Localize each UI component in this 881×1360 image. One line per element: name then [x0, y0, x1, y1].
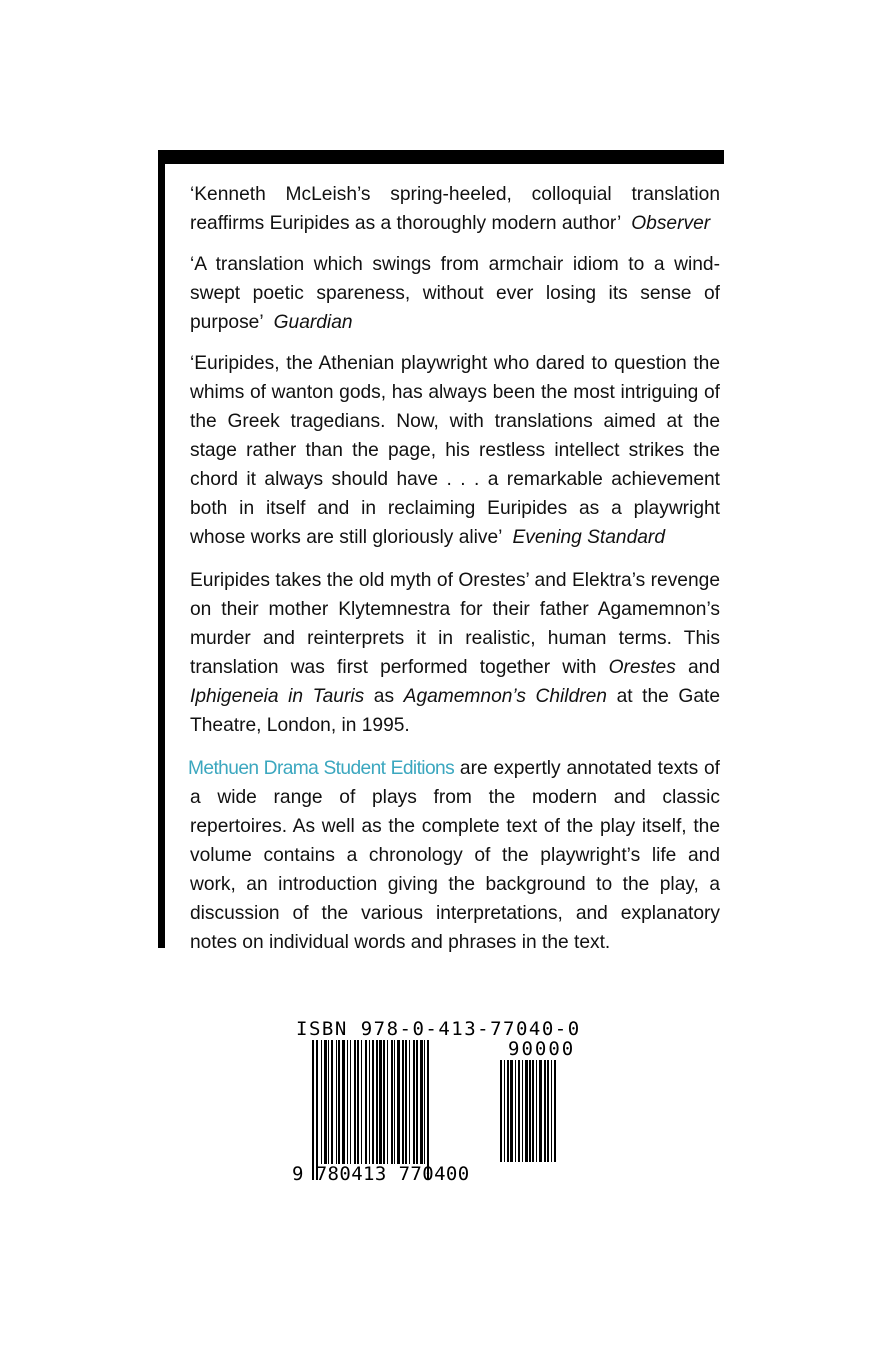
barcode-bar [413, 1040, 415, 1164]
left-border-bar [158, 150, 165, 948]
barcode-bar [312, 1040, 314, 1180]
barcode-bar [394, 1040, 395, 1164]
barcode-bar [379, 1040, 382, 1164]
lead-digit: 9 [292, 1163, 304, 1185]
barcode-bar [365, 1040, 367, 1164]
barcode-bar [504, 1060, 505, 1162]
barcode-bar [507, 1060, 509, 1162]
ean-digits [292, 1163, 470, 1185]
barcode-bar [405, 1040, 407, 1164]
quote-source: Evening Standard [512, 527, 665, 548]
series-name: Methuen Drama Student Editions [188, 758, 455, 779]
barcode-bar [518, 1060, 520, 1162]
back-cover-text [190, 180, 720, 969]
digit-group-left: 780413 [315, 1163, 387, 1185]
series-description: Methuen Drama Student Editions are expertly annotated texts of a wide range of plays from the modern and classic repertoires. As well as the complete text of the play itself, the volume contains a chronology of the playwright’s life and work, an introduction giving the background to the play, a discussion of the various interpretations, and explanatory notes on individual words and phrases in the text. [188, 758, 720, 953]
barcode-bar [316, 1040, 318, 1180]
barcode-bar [354, 1040, 356, 1164]
barcode-bar [391, 1040, 393, 1164]
barcode-bar [554, 1060, 556, 1162]
top-border-bar [158, 150, 724, 164]
price-code: 90000 [508, 1038, 576, 1060]
play-description: Euripides takes the old myth of Orestes’ and Elektra’s revenge on their mother Klytemnestra for their father Agamemnon’s murder and reinterprets it in realistic, human terms. This translation was first performed together with Orestes and Iphigeneia in Tauris as Agamemnon’s Children at the Gate Theatre, London, in 1995. [190, 570, 720, 736]
barcode-bar [369, 1040, 370, 1164]
barcode-bar [324, 1040, 327, 1164]
quote-source: Guardian [273, 312, 353, 333]
barcode-bar [547, 1060, 549, 1162]
barcode-bar [500, 1060, 502, 1162]
barcode-bar [409, 1040, 410, 1164]
barcode-bar [529, 1060, 531, 1162]
barcode-bar [338, 1040, 340, 1164]
play-title: Iphigeneia in Tauris [190, 686, 365, 707]
barcode-bar [402, 1040, 404, 1164]
addon-barcode-bars [500, 1060, 588, 1162]
barcode-bars [312, 1040, 488, 1182]
barcode-bar [427, 1040, 429, 1180]
quote-guardian: ‘A translation which swings from armchair idiom to a wind-swept poetic spareness, without ever losing its sense of purpose’ Guardian [190, 254, 720, 333]
barcode-bar [372, 1040, 374, 1164]
barcode-bar [357, 1040, 359, 1164]
barcode-bar [383, 1040, 385, 1164]
barcode-bar [397, 1040, 400, 1164]
barcode-bar [321, 1040, 322, 1164]
barcode-bar [331, 1040, 333, 1164]
barcode-bar [347, 1040, 348, 1164]
barcode-bar [350, 1040, 351, 1164]
quote-observer: ‘Kenneth McLeish’s spring-heeled, colloquial translation reaffirms Euripides as a thoroughly modern author’ Observer [190, 184, 720, 234]
barcode-bar [424, 1040, 425, 1164]
barcode-bar [376, 1040, 378, 1164]
barcode-bar [510, 1060, 513, 1162]
barcode-bar [551, 1060, 552, 1162]
quote-source: Observer [631, 213, 711, 234]
play-title: Orestes [608, 657, 676, 678]
production-title: Agamemnon’s Children [403, 686, 607, 707]
barcode-bar [416, 1040, 418, 1164]
barcode-bar [536, 1060, 537, 1162]
barcode-bar [522, 1060, 523, 1162]
barcode-bar [544, 1060, 546, 1162]
quote-evening-standard: ‘Euripides, the Athenian playwright who dared to question the whims of wanton gods, has always been the most intriguing of the Greek tragedians. Now, with translations aimed at the stage rather than the page, his restless intellect strikes the chord it always should have . . . a remarkable achievement both in itself and in reclaiming Euripides as a playwright whose works are still gloriously alive’ Evening Standard [190, 353, 720, 548]
digit-group-right: 770400 [398, 1163, 470, 1185]
isbn-number: ISBN 978-0-413-77040-0 [296, 1018, 581, 1040]
barcode-bar [532, 1060, 534, 1162]
barcode-bar [387, 1040, 388, 1164]
barcode-bar [336, 1040, 337, 1164]
barcode-bar [525, 1060, 528, 1162]
barcode-bar [361, 1040, 362, 1164]
barcode-bar [420, 1040, 423, 1164]
barcode-bar [515, 1060, 516, 1162]
isbn-barcode [290, 1018, 590, 1188]
barcode-bar [328, 1040, 329, 1164]
barcode-bar [539, 1060, 542, 1162]
barcode-bar [342, 1040, 345, 1164]
